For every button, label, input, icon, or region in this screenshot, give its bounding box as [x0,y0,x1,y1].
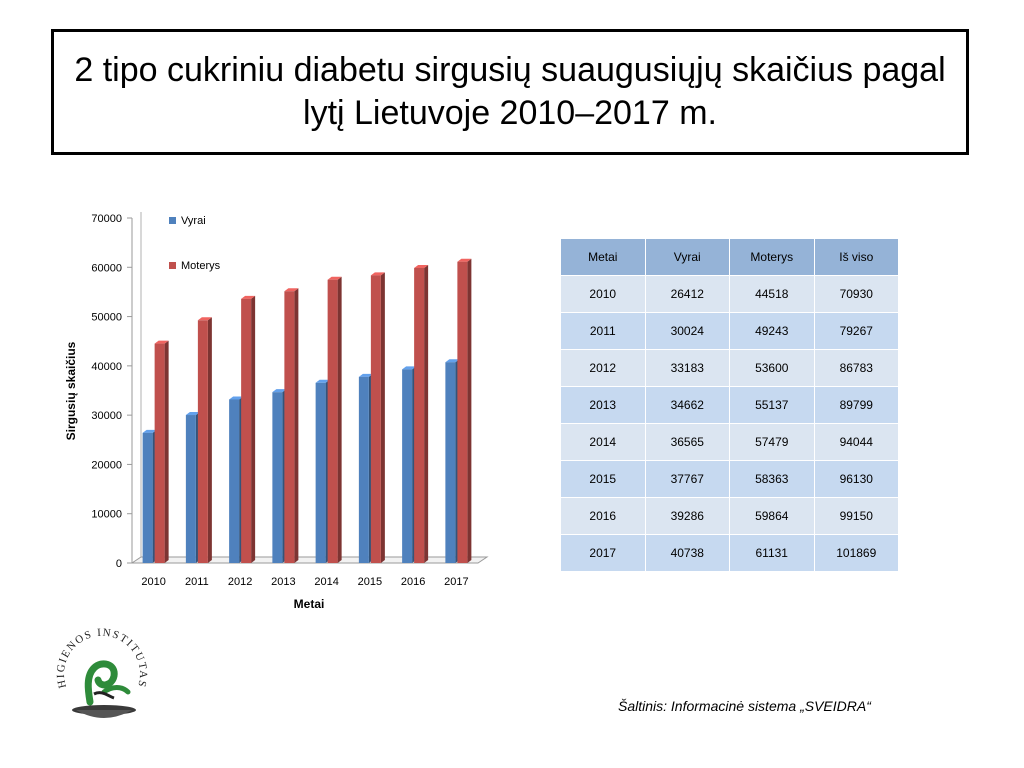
y-tick-label: 30000 [91,410,122,423]
table-cell: 53600 [730,350,815,387]
bar-side-moterys [165,341,169,563]
bar-side-moterys [294,288,298,563]
y-axis-title: Sirgusių skaičius [64,341,78,441]
table-cell: 2013 [561,387,646,424]
legend-label-moterys: Moterys [181,260,221,272]
table-cell: 99150 [815,498,900,535]
table-cell: 49243 [730,313,815,350]
bar-vyrai [143,433,153,563]
table-row [561,461,899,498]
x-tick-label: 2012 [227,576,253,588]
bar-vyrai [316,383,326,563]
table-cell: 2015 [561,461,646,498]
y-tick-label: 50000 [91,311,122,324]
y-tick-label: 0 [115,558,122,570]
table-cell: 94044 [815,424,900,461]
table-row [561,276,899,313]
source-note: Šaltinis: Informacinė sistema „SVEIDRA“ [618,698,871,714]
bar-moterys [284,291,294,563]
bar-vyrai [272,392,282,563]
legend-label-vyrai: Vyrai [181,215,206,227]
table-cell: 57479 [730,424,815,461]
table-header-cell: Moterys [730,239,815,276]
x-tick-label: 2011 [185,576,209,588]
bar-moterys [328,280,338,563]
table-row [561,424,899,461]
table-cell: 79267 [815,313,900,350]
table-cell: 89799 [815,387,900,424]
y-tick-label: 10000 [91,508,122,521]
table-cell: 44518 [730,276,815,313]
table-row [561,313,899,350]
x-tick-label: 2017 [444,576,469,588]
x-axis-title: Metai [293,597,325,611]
y-tick-label: 20000 [91,459,122,472]
table-row [561,535,899,572]
bar-side-moterys [338,277,342,563]
table-header-row [561,239,899,276]
x-tick-label: 2010 [141,576,166,588]
x-tick-label: 2014 [314,576,339,588]
data-table [561,239,899,572]
table-cell: 40738 [646,535,731,572]
legend-swatch-vyrai [169,217,176,224]
bar-side-moterys [251,296,255,563]
table-cell: 26412 [646,276,731,313]
bar-vyrai [402,369,412,563]
bar-vyrai [445,362,455,563]
bar-side-moterys [467,259,471,563]
bar-vyrai [229,399,239,563]
table-cell: 96130 [815,461,900,498]
x-tick-label: 2016 [400,576,426,588]
table-cell: 2016 [561,498,646,535]
table-header-cell: Metai [561,239,646,276]
table-row [561,350,899,387]
bar-moterys [457,262,467,563]
svg-text:HIGIENOS INSTITUTAS [55,628,149,689]
y-tick-label: 40000 [91,360,122,373]
table-cell: 55137 [730,387,815,424]
x-tick-label: 2013 [271,576,296,588]
bar-vyrai [186,415,196,563]
table-cell: 30024 [646,313,731,350]
table-cell: 59864 [730,498,815,535]
table-cell: 37767 [646,461,731,498]
bar-side-moterys [208,317,212,563]
y-tick-label: 60000 [91,262,122,275]
table-cell: 101869 [815,535,900,572]
table-cell: 36565 [646,424,731,461]
table-cell: 2010 [561,276,646,313]
table-cell: 86783 [815,350,900,387]
institute-logo [52,628,152,728]
logo-text: HIGIENOS INSTITUTAS [54,628,150,690]
table-row [561,387,899,424]
table-cell: 2014 [561,424,646,461]
bar-side-moterys [424,265,428,563]
table-cell: 33183 [646,350,731,387]
table-row [561,498,899,535]
y-tick-label: 70000 [91,213,122,225]
table-cell: 34662 [646,387,731,424]
table-cell: 2017 [561,535,646,572]
bar-moterys [241,299,251,563]
table-header-cell: Iš viso [815,239,900,276]
bar-moterys [414,268,424,563]
bar-moterys [371,275,381,563]
x-tick-label: 2015 [357,576,383,588]
table-cell: 70930 [815,276,900,313]
table-cell: 2011 [561,313,646,350]
chart-floor [132,557,487,563]
table-cell: 2012 [561,350,646,387]
bar-vyrai [359,377,369,563]
table-cell: 39286 [646,498,731,535]
slide-title: 2 tipo cukriniu diabetu sirgusių suaugusiųjų skaičius pagal lytį Lietuvoje 2010–2017 m. [74,51,946,132]
legend-swatch-moterys [169,262,176,269]
table-cell: 61131 [730,535,815,572]
table-cell: 58363 [730,461,815,498]
bar-moterys [155,344,165,563]
table-header-cell: Vyrai [646,239,731,276]
bar-side-moterys [381,272,385,563]
table-body [561,276,899,572]
bar-moterys [198,320,208,563]
